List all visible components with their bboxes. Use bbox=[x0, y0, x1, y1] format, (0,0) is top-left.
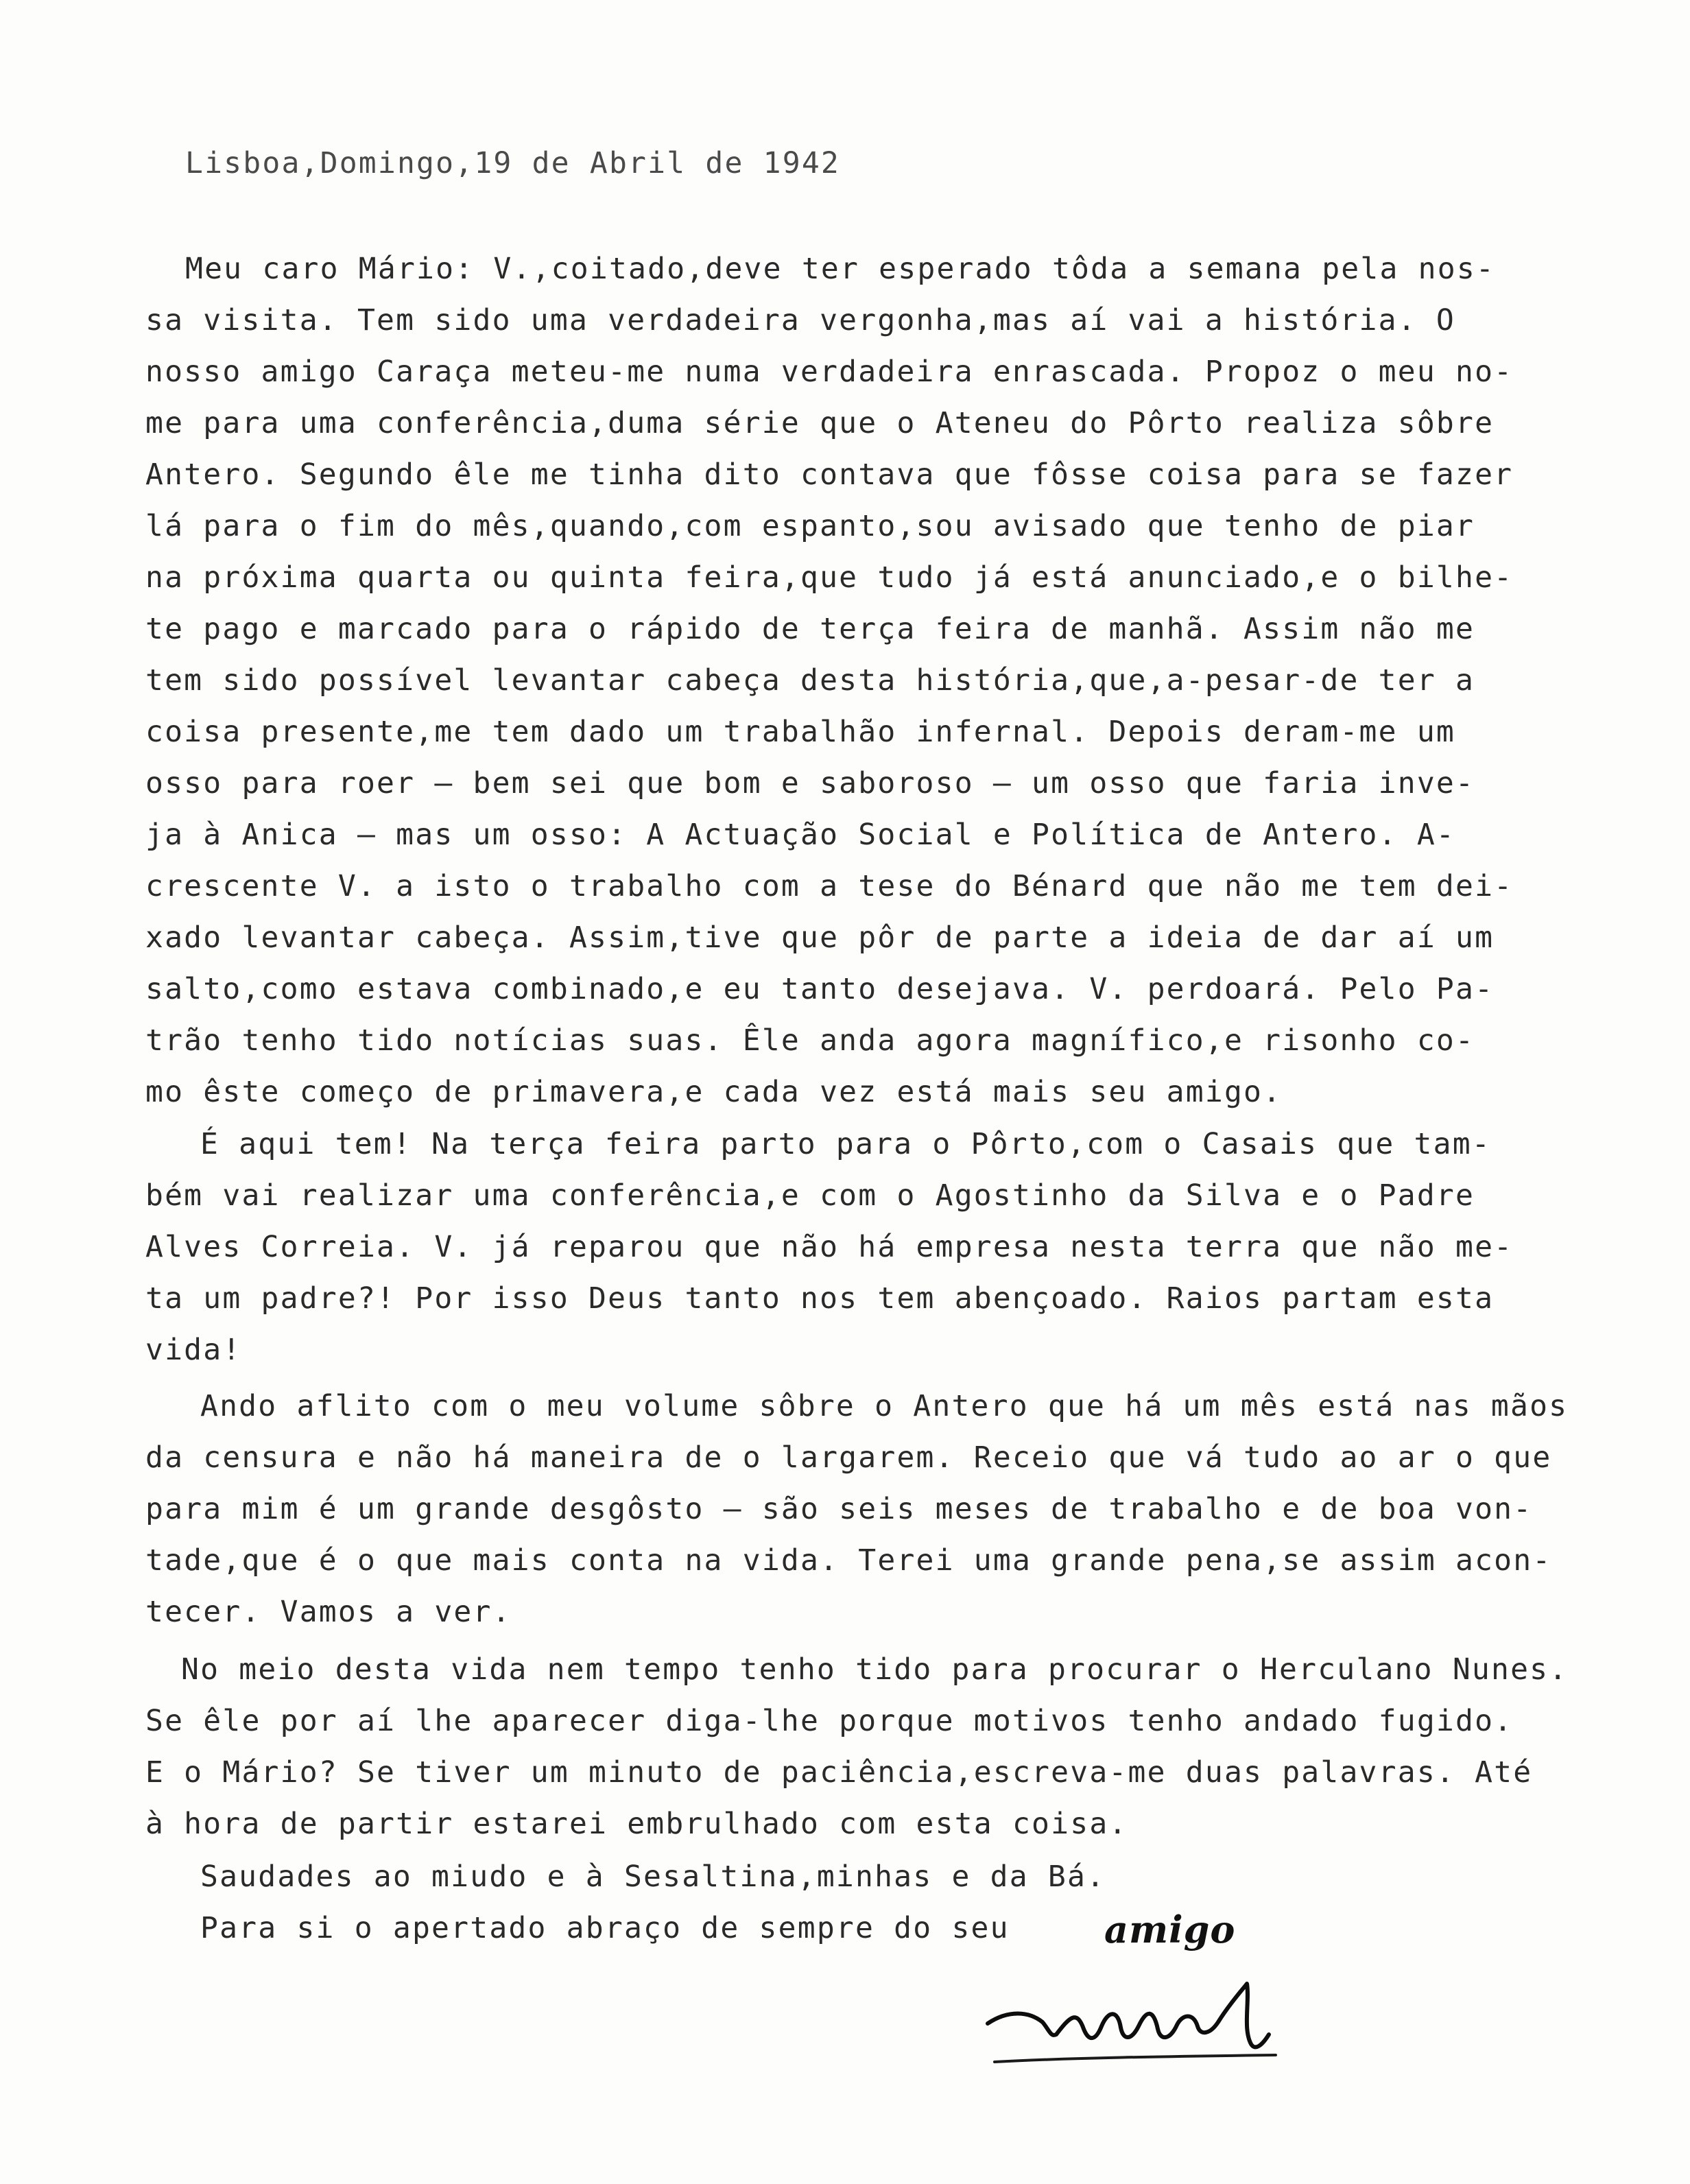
signature bbox=[974, 1969, 1331, 2085]
signature-stroke bbox=[988, 1984, 1269, 2047]
letter-line: osso para roer — bem sei que bom e saboroso — um osso que faria inve- bbox=[145, 766, 1475, 800]
letter-line: nosso amigo Caraça meteu-me numa verdadeira enrascada. Propoz o meu no- bbox=[145, 355, 1514, 389]
letter-line: xado levantar cabeça. Assim,tive que pôr de parte a ideia de dar aí um bbox=[145, 921, 1495, 955]
letter-line: tecer. Vamos a ver. bbox=[145, 1595, 512, 1629]
letter-line: coisa presente,me tem dado um trabalhão infernal. Depois deram-me um bbox=[145, 715, 1455, 749]
handwritten-closing bbox=[1097, 1900, 1303, 1962]
letter-line: Alves Correia. V. já reparou que não há empresa nesta terra que não me- bbox=[145, 1230, 1514, 1264]
letter-line: da censura e não há maneira de o largarem. Receio que vá tudo ao ar o que bbox=[145, 1440, 1552, 1475]
letter-line: me para uma conferência,duma série que o Ateneu do Pôrto realiza sôbre bbox=[145, 406, 1495, 440]
letter-line: tem sido possível levantar cabeça desta história,que,a-pesar-de ter a bbox=[145, 663, 1475, 698]
letter-line: É aqui tem! Na terça feira parto para o Pôrto,com o Casais que tam- bbox=[200, 1127, 1491, 1161]
handwritten-closing-text: amigo bbox=[1104, 1908, 1236, 1951]
letter-line: Saudades ao miudo e à Sesaltina,minhas e da Bá. bbox=[200, 1860, 1106, 1894]
letter-line: Antero. Segundo êle me tinha dito contava que fôsse coisa para se fazer bbox=[145, 458, 1514, 492]
letter-line: vida! bbox=[145, 1333, 242, 1367]
signature-underline bbox=[995, 2055, 1276, 2062]
letter-line: mo êste começo de primavera,e cada vez está mais seu amigo. bbox=[145, 1075, 1283, 1109]
letter-line: Para si o apertado abraço de sempre do seu bbox=[200, 1911, 1010, 1945]
letter-line: sa visita. Tem sido uma verdadeira vergonha,mas aí vai a história. O bbox=[145, 303, 1455, 337]
letter-line: E o Mário? Se tiver um minuto de paciência,escreva-me duas palavras. Até bbox=[145, 1755, 1533, 1790]
letter-line: ja à Anica — mas um osso: A Actuação Social e Política de Antero. A- bbox=[145, 818, 1455, 852]
letter-line: tade,que é o que mais conta na vida. Terei uma grande pena,se assim acon- bbox=[145, 1543, 1552, 1578]
letter-line: No meio desta vida nem tempo tenho tido para procurar o Herculano Nunes. bbox=[181, 1652, 1569, 1687]
letter-line: trão tenho tido notícias suas. Êle anda agora magnífico,e risonho co- bbox=[145, 1023, 1475, 1058]
letter-line: à hora de partir estarei embrulhado com esta coisa. bbox=[145, 1807, 1128, 1841]
letter-line: crescente V. a isto o trabalho com a tese do Bénard que não me tem dei- bbox=[145, 869, 1514, 903]
letter-line: salto,como estava combinado,e eu tanto desejava. V. perdoará. Pelo Pa- bbox=[145, 972, 1495, 1006]
letter-line: para mim é um grande desgôsto — são seis meses de trabalho e de boa von- bbox=[145, 1492, 1533, 1526]
letter-line: na próxima quarta ou quinta feira,que tudo já está anunciado,e o bilhe- bbox=[145, 560, 1514, 595]
letter-line: ta um padre?! Por isso Deus tanto nos tem abençoado. Raios partam esta bbox=[145, 1281, 1495, 1316]
letter-line: te pago e marcado para o rápido de terça feira de manhã. Assim não me bbox=[145, 612, 1475, 646]
letter-line: bém vai realizar uma conferência,e com o Agostinho da Silva e o Padre bbox=[145, 1178, 1475, 1213]
letter-line: Se êle por aí lhe aparecer diga-lhe porque motivos tenho andado fugido. bbox=[145, 1704, 1514, 1738]
date-line: Lisboa,Domingo,19 de Abril de 1942 bbox=[185, 146, 840, 180]
letter-line: Ando aflito com o meu volume sôbre o Antero que há um mês está nas mãos bbox=[200, 1389, 1569, 1423]
letter-line: lá para o fim do mês,quando,com espanto,sou avisado que tenho de piar bbox=[145, 509, 1475, 543]
letter-line: Meu caro Mário: V.,coitado,deve ter esperado tôda a semana pela nos- bbox=[185, 252, 1495, 286]
